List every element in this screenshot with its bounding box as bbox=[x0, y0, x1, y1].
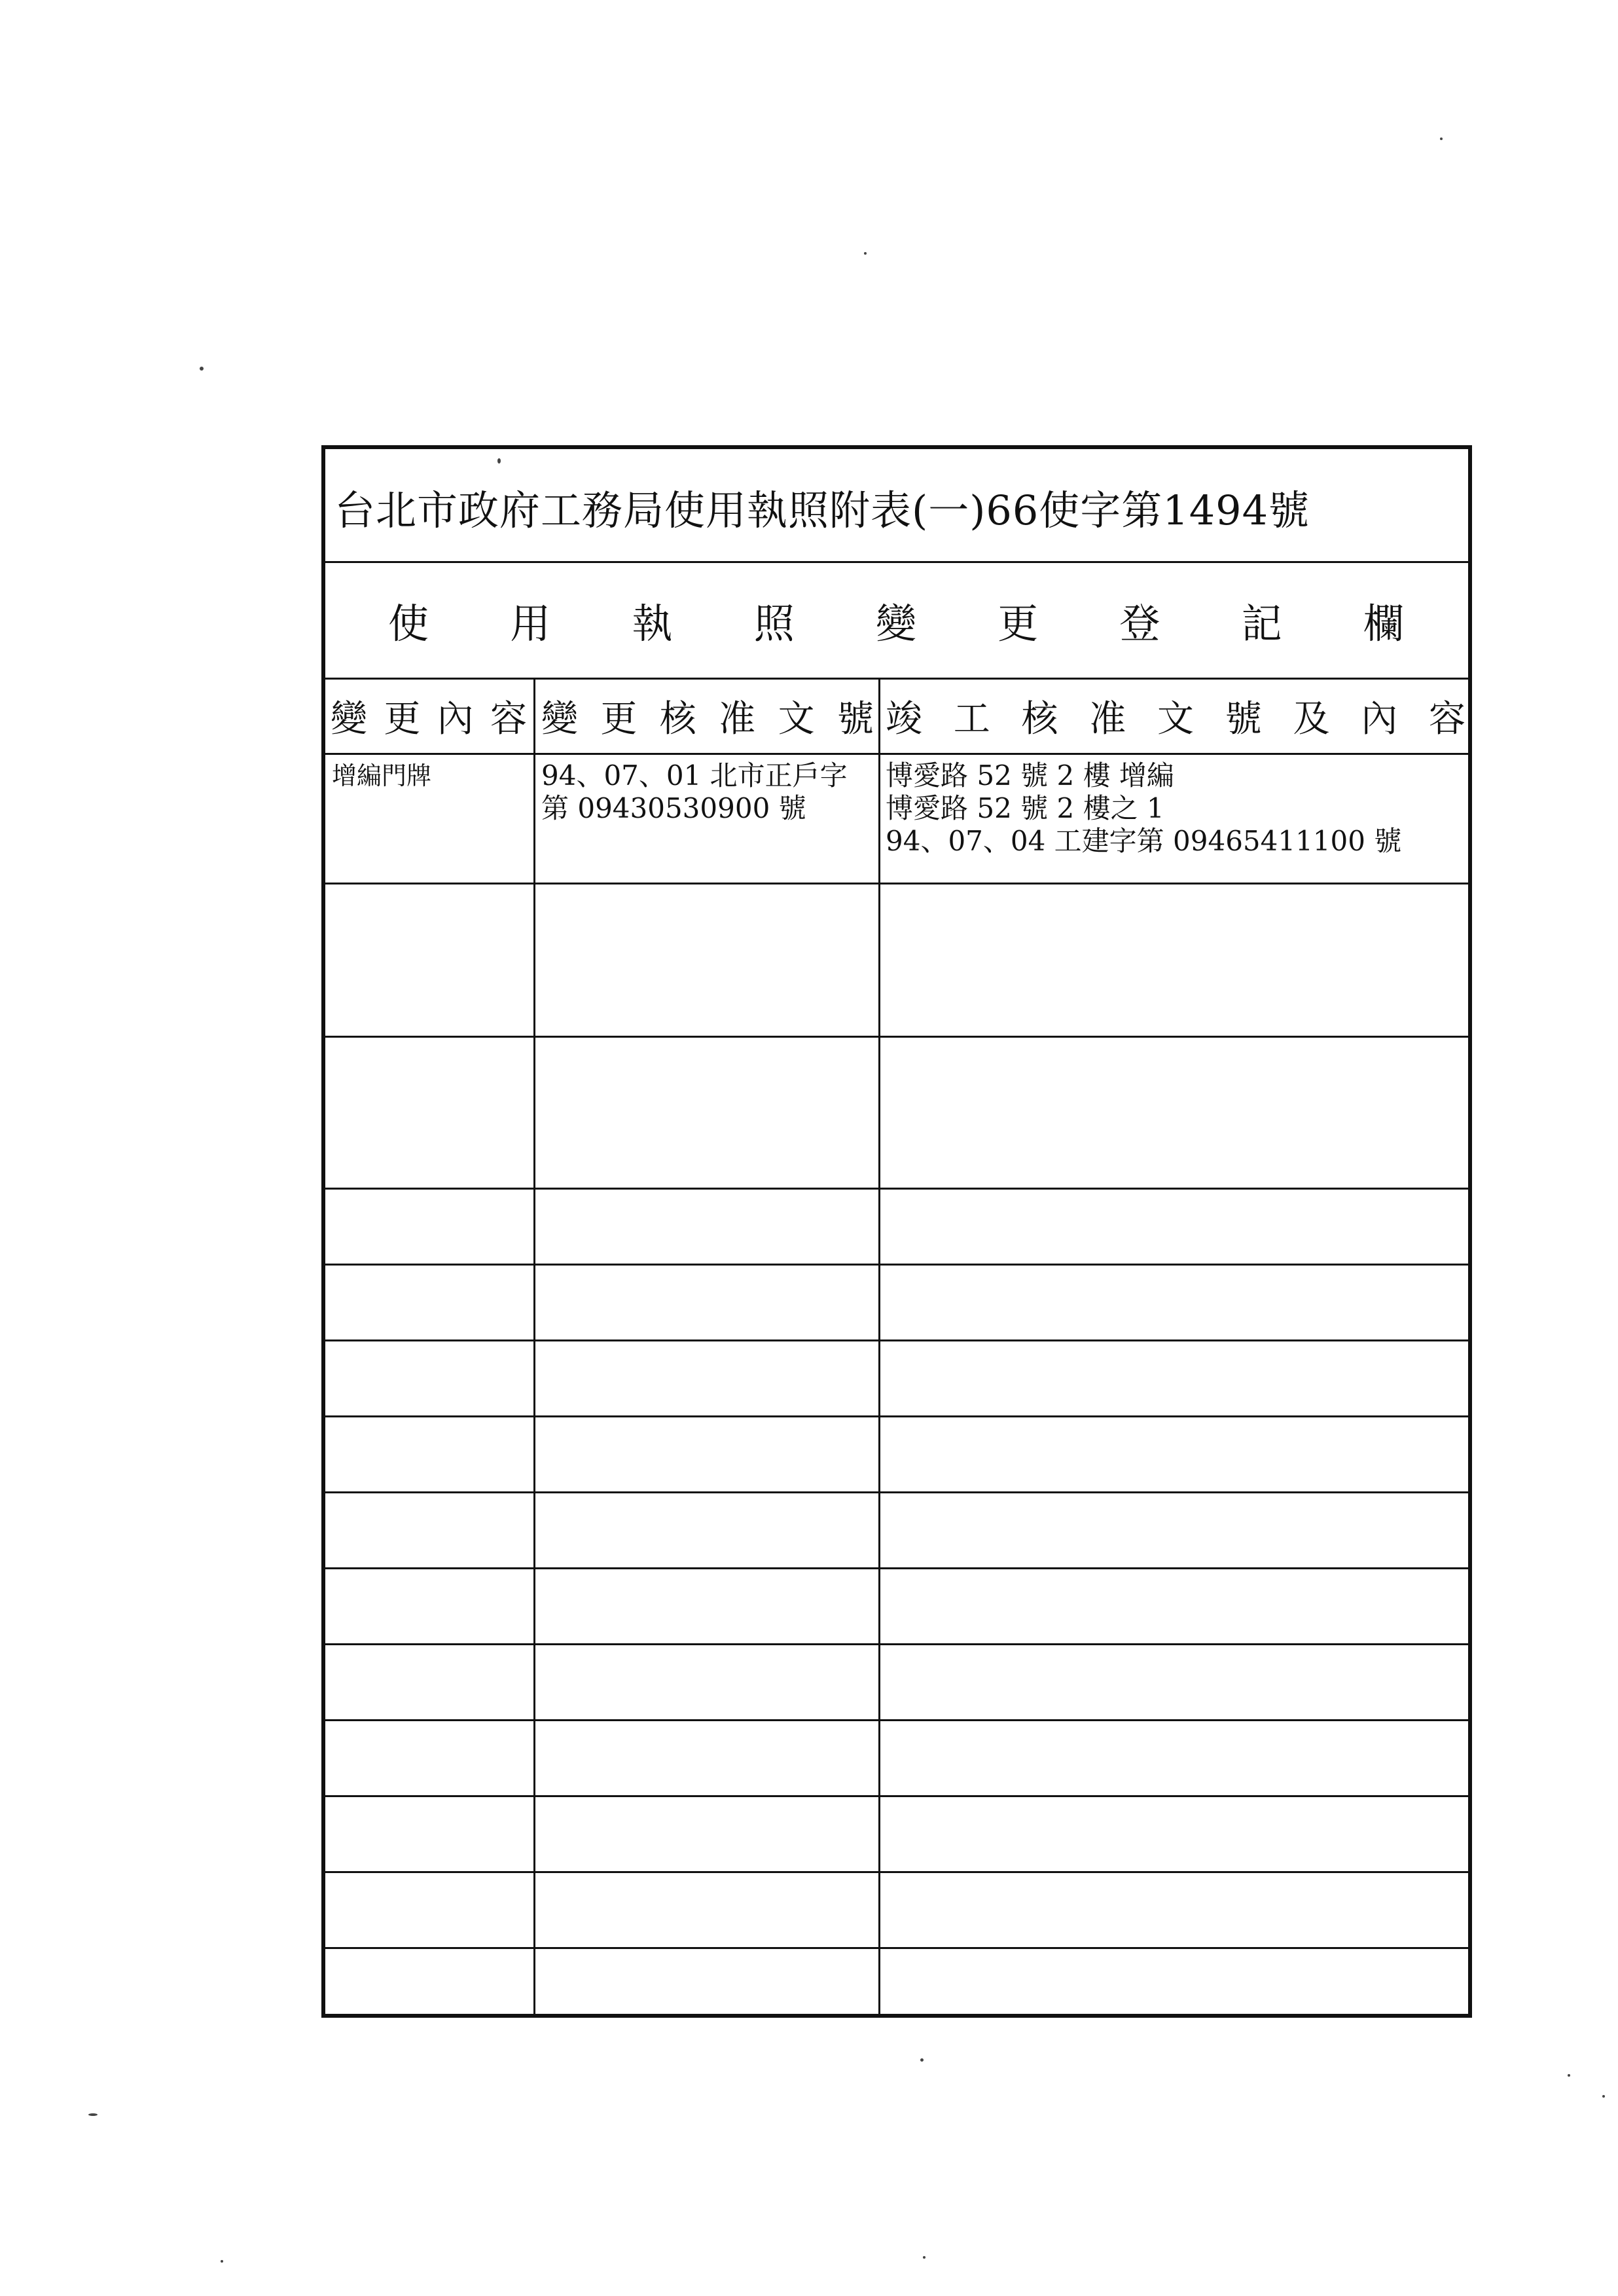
row-divider bbox=[325, 753, 1468, 755]
section-title-char: 欄 bbox=[1363, 600, 1404, 647]
scan-speck bbox=[88, 2113, 98, 2116]
header-change-approval-number bbox=[541, 680, 874, 753]
change-approval-line: 第 09430530900 號 bbox=[541, 792, 806, 824]
header-char: 准 bbox=[1089, 698, 1126, 740]
row-divider bbox=[325, 1719, 1468, 1721]
header-char: 核 bbox=[659, 698, 696, 740]
header-char: 號 bbox=[836, 698, 874, 740]
change-approval-line: 94、07、01 北市正戶字 bbox=[541, 759, 848, 792]
header-char: 更 bbox=[600, 698, 638, 740]
header-char: 及 bbox=[1293, 698, 1330, 740]
header-char: 容 bbox=[490, 698, 527, 740]
section-title-char: 更 bbox=[998, 600, 1039, 647]
row-divider bbox=[325, 883, 1468, 884]
row-divider bbox=[325, 1491, 1468, 1493]
header-change-content bbox=[331, 680, 527, 753]
header-char: 號 bbox=[1225, 698, 1262, 740]
section-title-char: 登 bbox=[1119, 600, 1160, 647]
section-title-char: 執 bbox=[632, 600, 673, 647]
row-divider bbox=[325, 1264, 1468, 1266]
scan-speck bbox=[1568, 2074, 1570, 2077]
header-char: 文 bbox=[1157, 698, 1194, 740]
scan-speck bbox=[920, 2058, 924, 2062]
scan-speck bbox=[1440, 137, 1443, 140]
scan-speck bbox=[864, 252, 867, 255]
change-content-cell: 增編門牌 bbox=[332, 761, 432, 790]
section-title-char: 使 bbox=[388, 600, 429, 647]
column-divider-1 bbox=[533, 680, 535, 2014]
section-title-row bbox=[325, 563, 1468, 680]
scan-speck bbox=[221, 2260, 223, 2263]
row-divider bbox=[325, 1567, 1468, 1569]
header-char: 核 bbox=[1021, 698, 1058, 740]
row-divider bbox=[325, 1036, 1468, 1038]
row-divider bbox=[325, 1643, 1468, 1645]
scan-speck bbox=[923, 2256, 926, 2259]
completion-approval-cell bbox=[886, 759, 1401, 858]
header-completion-approval bbox=[886, 680, 1465, 753]
scan-speck bbox=[200, 367, 204, 371]
section-title-char: 照 bbox=[753, 600, 795, 647]
header-char: 竣 bbox=[886, 698, 922, 740]
completion-line: 博愛路 52 號 2 樓 增編 bbox=[886, 759, 1174, 792]
header-char: 內 bbox=[437, 698, 474, 740]
row-divider bbox=[325, 1188, 1468, 1190]
header-char: 內 bbox=[1361, 698, 1398, 740]
row-divider bbox=[325, 1415, 1468, 1417]
header-char: 工 bbox=[953, 698, 990, 740]
header-char: 容 bbox=[1429, 698, 1465, 740]
header-char: 文 bbox=[778, 698, 815, 740]
row-divider bbox=[325, 1795, 1468, 1797]
header-char: 更 bbox=[384, 698, 421, 740]
registration-form-table bbox=[321, 445, 1472, 2018]
scan-speck bbox=[497, 458, 501, 464]
header-char: 變 bbox=[331, 698, 367, 740]
completion-line: 94、07、04 工建字第 09465411100 號 bbox=[886, 825, 1402, 857]
completion-line: 博愛路 52 號 2 樓之 1 bbox=[886, 792, 1164, 824]
header-char: 變 bbox=[541, 698, 578, 740]
header-char: 准 bbox=[719, 698, 756, 740]
row-divider bbox=[325, 1339, 1468, 1341]
change-approval-cell bbox=[541, 759, 848, 825]
column-divider-2 bbox=[878, 680, 880, 2014]
section-title-char: 變 bbox=[875, 600, 916, 647]
form-title-row bbox=[325, 449, 1468, 563]
row-divider bbox=[325, 1947, 1468, 1949]
form-title: 台北市政府工務局使用執照附表(一)66使字第1494號 bbox=[334, 486, 1310, 534]
row-divider bbox=[325, 1871, 1468, 1873]
scan-speck bbox=[1602, 2095, 1605, 2098]
section-title-char: 記 bbox=[1241, 600, 1282, 647]
section-title-char: 用 bbox=[510, 600, 551, 647]
